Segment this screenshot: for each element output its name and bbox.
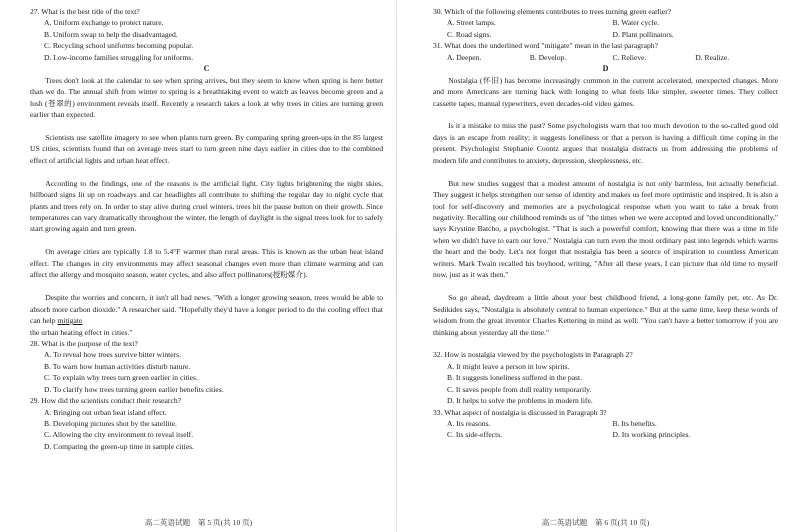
question-28-option-c: C. To explain why trees turn green earlier in cities. [44, 373, 198, 383]
left-page-footer: 高二英语试题 第 5 页(共 10 页) [144, 518, 253, 527]
question-30-option-b: B. Water cycle. [612, 18, 659, 28]
underlined-word-mitigate: mitigate [57, 316, 83, 326]
question-32-option-a: A. It might leave a person in low spirits. [447, 361, 570, 371]
question-31-options [433, 52, 778, 63]
passage-d-paragraph-3: But new studies suggest that a modest amount of nostalgia is not only harmless, but actually beneficial. They suggest it helps strengthen our sense of identity and makes us feel more optimistic and inspired. It is also a tool for self-discovery and memories are a psychological response when you want to take a break from negativity. Recalling our childhood reminds us of "the times when we were accepted and loved unconditionally," says Krystine Batcho, a psychologist. "That is such a powerful comfort, knowing that there was a time in life when we didn't have to earn our love." Nostalgia can turn even the most ordinary past into legends which warms the heart and the body. Let's not forget that nostalgia has been a source of inspiration to countless American writers. Mark Twain recalled his boyhood, writing, "After all these years, I can picture that old time to myself now, just as it was then." [433, 178, 778, 280]
passage-d-paragraph-2: Is it a mistake to miss the past? Some psychologists warn that too much devotion to the so-called good old days is an escape from reality; it suggests loneliness or that a person is having a difficult time coping in the present. Psychologist Stephanie Coontz argues that nostalgia distracts us from addressing the problems of modern life and contributes to anxiety, depression, sleeplessness, etc. [433, 121, 778, 165]
question-29-stem: 29. How did the scientists conduct their research? [30, 396, 181, 406]
question-28-option-d: D. To clarify how trees turning green earlier benefits cities. [44, 384, 224, 394]
passage-d-paragraph-4: So go ahead, daydream a little about your best childhood friend, a long-gone family pet, etc. As Dr. Sedikides says, "Nostalgia is absolutely central to human experience." But at the same time, keep these words of wisdom from the great inventor Charles Kettering in mind as well: "You can't have a better tomorrow if you are thinking about yesterday all the time." [433, 293, 778, 337]
question-27-stem: 27. What is the best title of the text? [30, 7, 140, 16]
question-29-option-a: A. Bringing out urban heat island effect. [44, 407, 167, 417]
question-30-stem: 30. Which of the following elements contributes to trees turning green earlier? [433, 7, 672, 16]
question-30-options-row-1 [433, 17, 778, 28]
passage-c-paragraph-1: Trees don't look at the calendar to see when spring arrives, but they seem to know when spring is here better than we do. The annual shift from winter to spring is a breathtaking event to watch as leaves become green and a lush (苍翠的) environment reveals itself. Recently a research takes a look at why trees in cities are turning green earlier than expected. [30, 75, 383, 119]
question-27-option-a: A. Uniform exchange to protect nature. [44, 18, 164, 28]
passage-c-paragraph-5-tail: the urban heating effect in cities." [30, 327, 133, 337]
right-page-footer: 高二英语试题 第 6 页(共 10 页) [541, 518, 650, 527]
question-32-option-d: D. It helps to solve the problems in modern life. [447, 396, 593, 406]
question-29-option-d: D. Comparing the green-up time in sample cities. [44, 441, 194, 451]
question-28-option-a: A. To reveal how trees survive bitter winters. [44, 350, 182, 360]
question-29-option-b: B. Developing pictures shot by the satellite. [44, 419, 177, 428]
passage-c-paragraph-5 [30, 292, 383, 326]
question-33-options-row-2 [433, 429, 778, 440]
question-30-options-row-2 [433, 29, 778, 40]
question-33-options-row-1 [433, 418, 778, 429]
passage-d-paragraph-1: Nostalgia (怀旧) has become increasingly common in the current accelerated, unexpected changes. More and more Americans are turning back with longing to what feels like simpler, sweeter times. They collect cassette tapes, manual typewriters, even decades-old video games. [433, 75, 778, 108]
passage-c-paragraph-4: On average cities are typically 1.8 to 5.4°F warmer than rural areas. This is known as the urban heat island effect. The changes in city environments may affect seasonal changes even more than climate warming and can affect the allergy and mosquito season, water cycles, and also affect pollinators(授粉媒介). [30, 247, 383, 280]
question-31-option-a: A. Deepen. [447, 52, 482, 62]
question-32-stem: 32. How is nostalgia viewed by the psychologists in Paragraph 2? [433, 350, 633, 360]
question-31-option-d: D. Realize. [695, 52, 730, 62]
question-28-stem: 28. What is the purpose of the text? [30, 338, 138, 348]
passage-c-paragraph-2: Scientists use satellite imagery to see when plants turn green. By comparing spring green-ups in the 85 largest US cities, scientists found that on average trees start to turn green nine days earlier in cities due to the combined effect of artificial lights and urban heat effect. [30, 132, 383, 165]
question-32-option-c: C. It saves people from dull reality temporarily. [447, 384, 592, 394]
question-32-option-b: B. It suggests loneliness suffered in the past. [447, 373, 583, 383]
question-31-option-c: C. Relieve. [612, 52, 647, 62]
question-27-option-c: C. Recycling school uniforms becoming popular. [44, 41, 194, 51]
question-31-stem: 31. What does the underlined word "mitigate" mean in the last paragraph? [433, 41, 658, 51]
question-33-stem: 33. What aspect of nostalgia is discussed in Paragraph 3? [433, 407, 607, 417]
right-page [397, 0, 794, 532]
section-d-heading: D [602, 64, 609, 74]
passage-c-paragraph-3: According to the findings, one of the reasons is the artificial light. City lights brightening the night skies, billboard signs lit up on roadways and car headlights all contribute to shifting the regular day to night cycle that plants and trees rely on. In order to stay alive during cruel winters, trees hit the pause button on their growth. Since temperatures can vary dramatically throughout the winter, the length of daylight is the signal trees look for to safely start growing again and turn green. [30, 178, 383, 234]
question-30-option-c: C. Road signs. [447, 29, 492, 39]
section-c-heading: C [203, 64, 210, 74]
question-31-option-b: B. Develop. [529, 52, 567, 62]
question-28-option-b: B. To warn how human activities disturb nature. [44, 361, 191, 371]
question-33-option-c: C. Its side-effects. [447, 430, 503, 440]
question-30-option-d: D. Plant pollinators. [612, 29, 674, 39]
question-27-option-d: D. Low-income families struggling for uniforms. [44, 52, 194, 62]
question-29-option-c: C. Allowing the city environment to reveal itself. [44, 430, 194, 440]
paragraph-5-text: Despite the worries and concern, it isn't all bad news. "With a longer growing season, trees would be able to absorb more carbon dioxide." A researcher said. "Hopefully they'd have a longer period to do the cooling effect that can help [30, 293, 383, 326]
question-27-option-b: B. Uniform swap to help the disadvantaged. [44, 29, 178, 39]
question-30-option-a: A. Street lamps. [447, 18, 496, 28]
question-33-option-d: D. Its working principles. [612, 430, 691, 440]
question-33-option-a: A. Its reasons. [447, 419, 491, 429]
question-33-option-b: B. Its benefits. [612, 419, 657, 429]
